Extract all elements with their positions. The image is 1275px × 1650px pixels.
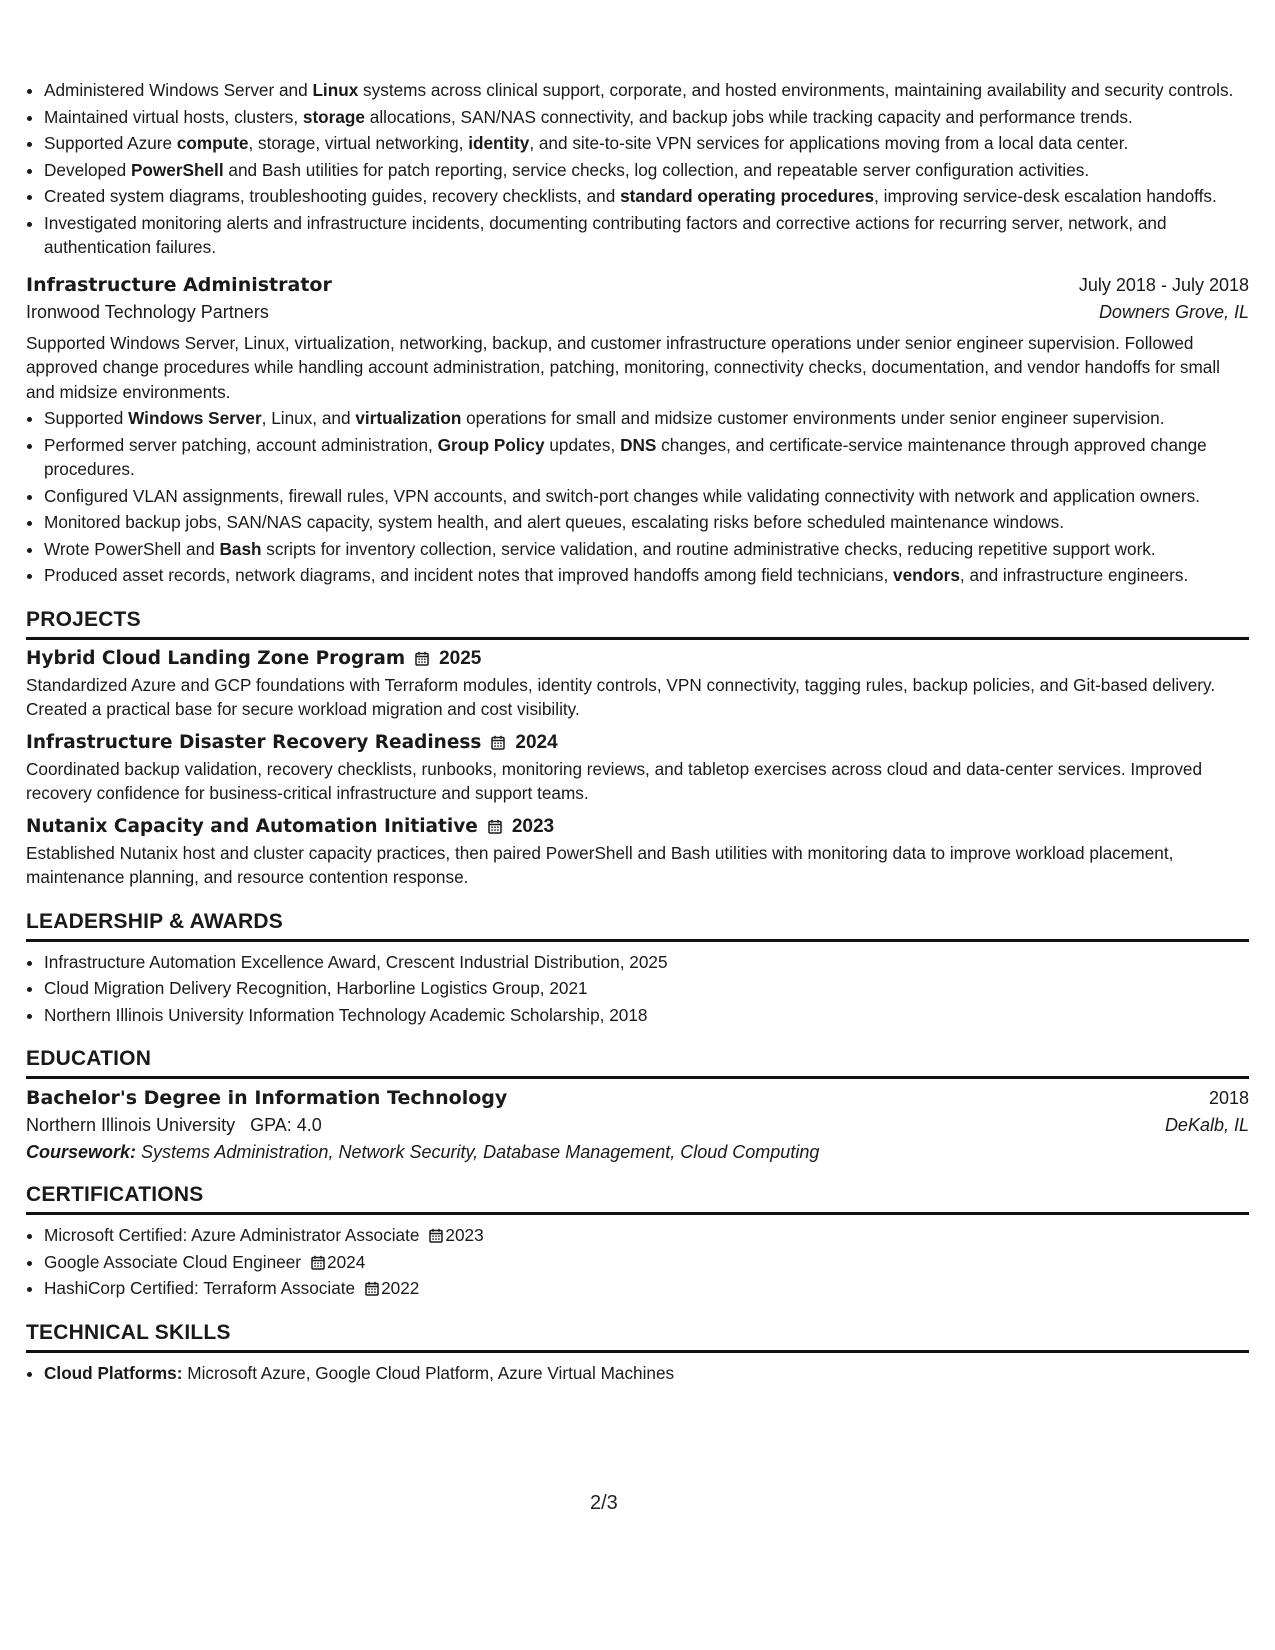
experience-bullet (44, 131, 1249, 156)
project-description: Standardized Azure and GCP foundations with Terraform modules, identity controls, VPN connectivity, tagging rules, backup policies, and Git-based delivery. Created a practical base for secure workload migration and cost visibility. (26, 674, 1216, 719)
certification-item (44, 1223, 1249, 1248)
calendar-icon (488, 819, 502, 834)
project-header (26, 648, 1249, 670)
skill-values: Microsoft Azure, Google Cloud Platform, Azure Virtual Machines (187, 1362, 675, 1383)
bullet-text: Supported Azure (44, 133, 177, 153)
bullet-text: scripts for inventory collection, service validation, and routine administrative checks, reducing repetitive support work. (261, 538, 1156, 559)
project-year: 2025 (439, 647, 482, 669)
certification-year: 2022 (381, 1278, 420, 1298)
experience-bullet (44, 78, 1249, 103)
bullet-emphasis: Bash (219, 538, 262, 559)
bullet-text: systems across clinical support, corporate, and hosted environments, maintaining availability and security controls. (358, 80, 1234, 100)
awards-list (26, 950, 1249, 1028)
bullet-emphasis: Group Policy (437, 434, 545, 455)
bullet-text: Produced asset records, network diagrams, and incident notes that improved handoffs among field technicians, (44, 565, 894, 585)
job-header (26, 274, 1249, 296)
bullet-text: Investigated monitoring alerts and infrastructure incidents, documenting contributing factors and corrective actions for recurring server, network, and authentication failures. (44, 212, 1167, 257)
project-description: Established Nutanix host and cluster capacity practices, then paired PowerShell and Bash utilities with monitoring data to improve workload placement, maintenance planning, and resource contention response. (26, 842, 1174, 887)
project-item (26, 816, 1249, 890)
bullet-emphasis: PowerShell (130, 159, 224, 180)
job-bullet (44, 510, 1249, 535)
projects-list (26, 648, 1249, 890)
project-header (26, 816, 1249, 838)
job-bullet (44, 563, 1249, 588)
page-number: 2/3 (590, 1492, 618, 1514)
bullet-emphasis: storage (302, 106, 365, 127)
experience-bullet (44, 211, 1249, 260)
job-dates: July 2018 - July 2018 (1078, 274, 1249, 295)
gpa: GPA: 4.0 (250, 1115, 322, 1135)
bullet-emphasis: Windows Server (128, 408, 262, 428)
project-year: 2023 (511, 815, 555, 837)
certification-item (44, 1276, 1249, 1301)
education-location: DeKalb, IL (1164, 1115, 1249, 1135)
project-title: Infrastructure Disaster Recovery Readiness (26, 732, 482, 753)
section-heading-education: EDUCATION (26, 1047, 1249, 1079)
bullet-text: , Linux, and (261, 408, 356, 428)
section-heading-projects: PROJECTS (26, 608, 1249, 640)
coursework (26, 1142, 1249, 1163)
project-item (26, 732, 1249, 806)
bullet-text: changes, and certificate-service maintenance through approved change procedures. (44, 434, 1207, 479)
skill-item (44, 1361, 1249, 1386)
bullet-text: and Bash utilities for patch reporting, service checks, log collection, and repeatable server configuration activities. (223, 159, 1090, 180)
degree-title: Bachelor's Degree in Information Technology (26, 1087, 508, 1109)
project-title: Hybrid Cloud Landing Zone Program (26, 648, 406, 669)
bullet-text: Monitored backup jobs, SAN/NAS capacity, system health, and alert queues, escalating risks before scheduled maintenance windows. (44, 512, 1065, 532)
project-year: 2024 (515, 731, 558, 753)
job-bullet (44, 537, 1249, 562)
section-heading-skills: TECHNICAL SKILLS (26, 1321, 1249, 1353)
bullet-text: operations for small and midsize customer environments under senior engineer supervision. (461, 408, 1165, 428)
bullet-emphasis: virtualization (355, 408, 462, 428)
job-entry (26, 274, 1249, 588)
resume-page (26, 78, 1249, 1387)
project-header (26, 732, 1249, 754)
skill-category: Cloud Platforms: (44, 1362, 183, 1383)
certification-name: HashiCorp Certified: Terraform Associate (44, 1278, 356, 1298)
bullet-text: , and site-to-site VPN services for applications moving from a local data center. (529, 133, 1129, 153)
job-bullet (44, 433, 1249, 482)
job-title: Infrastructure Administrator (26, 273, 332, 296)
company-name: Ironwood Technology Partners (26, 301, 269, 322)
job-summary: Supported Windows Server, Linux, virtualization, networking, backup, and customer infrastructure operations under senior engineer supervision. Followed approved change procedures while handling account administration, patching, monitoring, connectivity checks, documentation, and vendor handoffs for small and midsize environments. (26, 332, 1220, 402)
bullet-text: Administered Windows Server and (44, 80, 313, 100)
job-bullet-list (26, 406, 1249, 588)
bullet-emphasis: compute (176, 133, 249, 153)
bullet-emphasis: DNS (620, 434, 657, 455)
experience-bullet (44, 158, 1249, 183)
bullet-text: Performed server patching, account administration, (44, 434, 438, 455)
bullet-text: updates, (544, 434, 621, 455)
job-bullet (44, 484, 1249, 509)
school-line (26, 1115, 322, 1136)
school-name: Northern Illinois University (26, 1115, 236, 1135)
bullet-text: Developed (44, 159, 131, 180)
education-header (26, 1087, 1249, 1109)
award-item: • Cloud Migration Delivery Recognition, Harborline Logistics Group, 2021 (44, 976, 1249, 1001)
bullet-emphasis: standard operating procedures (620, 186, 875, 206)
calendar-icon (491, 735, 505, 750)
bullet-text: , storage, virtual networking, (248, 133, 469, 153)
award-item: • Northern Illinois University Information Technology Academic Scholarship, 2018 (44, 1003, 1249, 1028)
certification-year: 2024 (327, 1251, 366, 1272)
calendar-icon (311, 1252, 325, 1267)
calendar-icon (365, 1278, 379, 1293)
certification-item (44, 1250, 1249, 1275)
certification-name: Google Associate Cloud Engineer (44, 1251, 302, 1272)
bullet-text: allocations, SAN/NAS connectivity, and backup jobs while tracking capacity and performance trends. (364, 106, 1133, 127)
section-heading-certifications: CERTIFICATIONS (26, 1183, 1249, 1215)
bullet-text: Configured VLAN assignments, firewall rules, VPN accounts, and switch-port changes while validating connectivity with network and application owners. (44, 485, 1200, 506)
award-item: • Infrastructure Automation Excellence Award, Crescent Industrial Distribution, 2025 (44, 950, 1249, 975)
skills-list (26, 1361, 1249, 1386)
coursework-list: Systems Administration, Network Security, Database Management, Cloud Computing (141, 1142, 820, 1162)
bullet-text: , and infrastructure engineers. (959, 565, 1189, 585)
section-heading-awards: LEADERSHIP & AWARDS (26, 910, 1249, 942)
bullet-emphasis: vendors (893, 565, 960, 585)
certifications-list (26, 1223, 1249, 1301)
calendar-icon (415, 651, 429, 666)
bullet-emphasis: identity (468, 133, 530, 153)
bullet-text: Created system diagrams, troubleshooting guides, recovery checklists, and (44, 186, 621, 206)
coursework-label: Coursework: (26, 1142, 137, 1162)
job-location: Downers Grove, IL (1098, 301, 1249, 322)
education-entry (26, 1087, 1249, 1163)
experience-bullet (44, 184, 1249, 209)
education-subheader (26, 1115, 1249, 1136)
project-item (26, 648, 1249, 722)
bullet-text: Supported (44, 408, 129, 428)
calendar-icon (429, 1225, 443, 1240)
certification-year: 2023 (445, 1225, 484, 1245)
job-subheader (26, 302, 1249, 323)
experience-bullet (44, 105, 1249, 130)
bullet-text: , improving service-desk escalation handoffs. (874, 186, 1217, 206)
experience-bullet-list (26, 78, 1249, 260)
project-title: Nutanix Capacity and Automation Initiative (26, 816, 478, 837)
bullet-text: Wrote PowerShell and (44, 538, 220, 559)
certification-name: Microsoft Certified: Azure Administrator Associate (44, 1225, 420, 1245)
education-year: 2018 (1208, 1088, 1249, 1108)
bullet-text: Maintained virtual hosts, clusters, (44, 106, 303, 127)
bullet-emphasis: Linux (312, 80, 359, 100)
job-bullet (44, 406, 1249, 431)
project-description: Coordinated backup validation, recovery checklists, runbooks, monitoring reviews, and tabletop exercises across cloud and data-center services. Improved recovery confidence for business-critical infrastructure and support teams. (26, 758, 1203, 803)
